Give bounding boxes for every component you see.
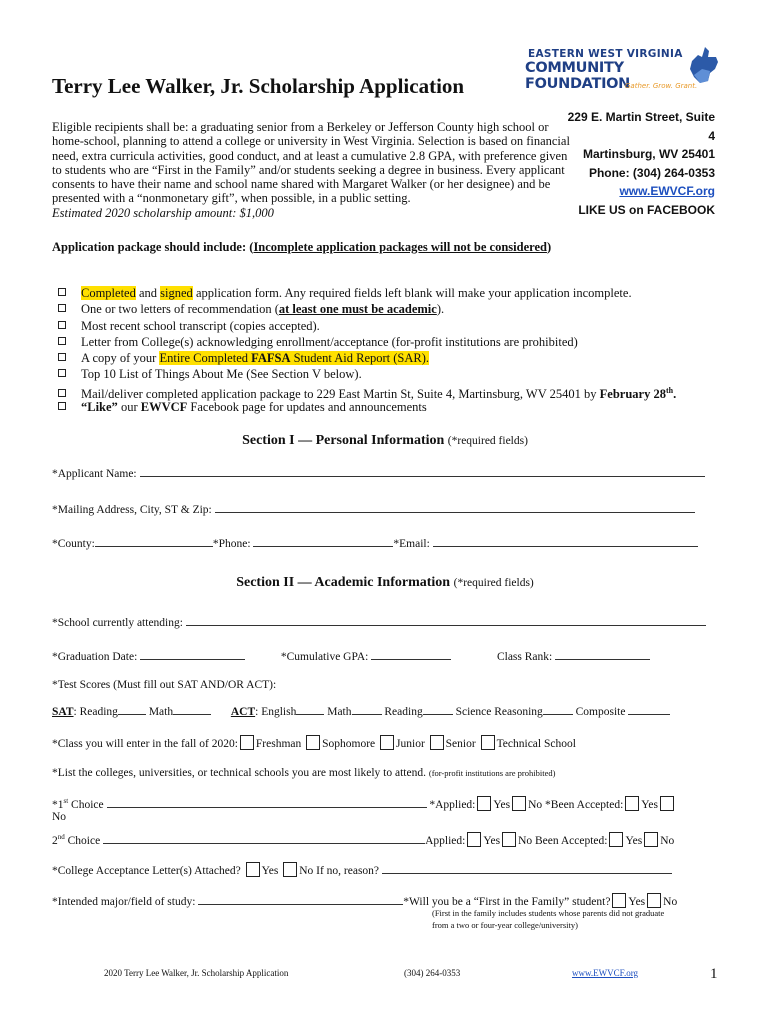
freshman-checkbox[interactable] — [240, 735, 254, 750]
second-choice-field[interactable] — [103, 833, 425, 844]
checkbox-bullet-icon — [58, 288, 66, 296]
first-applied-no-checkbox[interactable] — [512, 796, 526, 811]
address-row — [52, 502, 720, 516]
contact-website-link[interactable]: www.EWVCF.org — [619, 184, 715, 198]
second-applied-no-checkbox[interactable] — [502, 832, 516, 847]
checklist-item — [58, 318, 676, 334]
county-label: *County: — [52, 538, 95, 550]
second-accepted-label: Been Accepted: — [535, 835, 608, 847]
checkbox-bullet-icon — [58, 304, 66, 312]
item-emphasis: at least one must be academic — [278, 302, 437, 317]
item-text: our — [117, 400, 141, 415]
item-text: . — [673, 386, 677, 401]
highlight-fafsa — [159, 351, 429, 365]
act-composite-label: Composite — [575, 706, 626, 718]
logo-tagline: Gather. Grow. Grant. — [625, 82, 698, 90]
phone-field[interactable] — [253, 536, 393, 547]
email-label: *Email: — [393, 538, 430, 550]
first-choice-label: *1 — [52, 799, 64, 811]
no-label: No — [660, 835, 675, 847]
no-label: No — [518, 835, 533, 847]
contact-city: Martinsburg, WV 25401 — [582, 147, 715, 161]
senior-label: Senior — [445, 738, 476, 750]
checklist-item — [58, 350, 676, 366]
checkbox-bullet-icon — [58, 321, 66, 329]
first-applied-label: *Applied: — [429, 799, 476, 811]
item-text: Mail/deliver completed application package to 229 East Martin St, Suite 4, Martinsburg, WV 25401 by — [81, 386, 600, 401]
checkbox-bullet-icon — [58, 353, 66, 361]
item-text: One or two letters of recommendation ( — [81, 302, 279, 317]
act-english-field[interactable] — [296, 704, 324, 715]
sat-math-field[interactable] — [173, 704, 211, 715]
letters-yes-checkbox[interactable] — [246, 862, 260, 877]
address-label: *Mailing Address, City, ST & Zip: — [52, 504, 212, 516]
act-reading-field[interactable] — [423, 704, 453, 715]
yes-label: Yes — [628, 896, 646, 908]
sophomore-label: Sophomore — [322, 738, 376, 750]
county-phone-email-row — [52, 536, 720, 550]
yes-label: Yes — [483, 835, 501, 847]
sat-math-label: Math — [148, 706, 174, 718]
technical-school-label: Technical School — [496, 738, 576, 750]
junior-checkbox[interactable] — [380, 735, 394, 750]
act-math-field[interactable] — [352, 704, 382, 715]
second-choice-sup: nd — [57, 833, 65, 842]
checklist-item — [58, 301, 676, 317]
eligibility-paragraph: Eligible recipients shall be: a graduating senior from a Berkeley or Jefferson County high school or home-school, planning to attend a college or university in West Virginia. Selection is based on financial need, extra curricula activities, good conduct, and at least a cumulative 2.8 GPA, with preference given to students who are “First in the Family” and/or students seeking a degree in business. Every applicant consents to have their name and school name shared with Margaret Walker (or her designee) and be presented with a “nonmonetary gift”, when possible, in a public setting. — [52, 120, 570, 206]
item-text: Top 10 List of Things About Me (See Section V below). — [81, 367, 362, 382]
sophomore-checkbox[interactable] — [306, 735, 320, 750]
section2-required: (*required fields) — [453, 577, 534, 589]
phone-label: *Phone: — [212, 538, 251, 550]
act-science-field[interactable] — [543, 704, 573, 715]
class-fall-label: *Class you will enter in the fall of 2020: — [52, 738, 238, 750]
checklist-item — [58, 366, 676, 382]
package-checklist — [58, 285, 676, 415]
contact-phone: Phone: (304) 264-0353 — [588, 165, 715, 180]
major-row — [52, 893, 720, 908]
act-english-label: : English — [255, 706, 297, 718]
first-choice-no-wrap: No — [52, 811, 67, 823]
yes-label: Yes — [641, 799, 659, 811]
first-accepted-label: *Been Accepted: — [545, 799, 624, 811]
test-scores-label: *Test Scores (Must fill out SAT AND/OR ACT): — [52, 679, 277, 691]
item-text: A copy of your — [81, 351, 160, 366]
first-family-yes-checkbox[interactable] — [612, 893, 626, 908]
checklist-item — [58, 383, 676, 399]
item-deadline: February 28 — [599, 386, 666, 401]
test-scores-row — [52, 704, 720, 718]
item-text: Student Aid Report (SAR). — [290, 351, 430, 366]
checklist-item — [58, 334, 676, 350]
page-title: Terry Lee Walker, Jr. Scholarship Application — [52, 74, 465, 98]
footer-phone: (304) 264-0353 — [404, 968, 461, 978]
first-accepted-no-checkbox[interactable] — [660, 796, 674, 811]
section1-heading — [0, 433, 770, 449]
acceptance-letters-row — [52, 862, 720, 877]
act-composite-field[interactable] — [628, 704, 670, 715]
section1-title: Section I — Personal Information — [242, 433, 445, 448]
checkbox-bullet-icon — [58, 402, 66, 410]
class-rank-label: Class Rank: — [496, 651, 553, 663]
first-choice-row — [52, 796, 720, 811]
first-family-label: *Will you be a “First in the Family” student? — [403, 896, 611, 908]
first-family-note-line2: from a two or four-year college/university) — [432, 920, 578, 930]
act-math-label: Math — [327, 706, 352, 718]
first-choice-sup: st — [63, 797, 69, 806]
item-text: Facebook page for updates and announcements — [187, 400, 427, 415]
act-science-label: Science Reasoning — [455, 706, 543, 718]
technical-school-checkbox[interactable] — [481, 735, 495, 750]
major-field[interactable] — [198, 894, 403, 905]
freshman-label: Freshman — [255, 738, 302, 750]
yes-label: Yes — [261, 865, 279, 877]
page-number: 1 — [710, 966, 718, 982]
second-choice-label: 2 — [52, 835, 58, 847]
no-label: No — [299, 865, 314, 877]
checklist-item — [58, 285, 676, 301]
checkbox-bullet-icon — [58, 389, 66, 397]
contact-facebook: LIKE US on FACEBOOK — [578, 202, 715, 217]
junior-label: Junior — [396, 738, 425, 750]
second-accepted-no-checkbox[interactable] — [644, 832, 658, 847]
footer-website-link[interactable]: www.EWVCF.org — [572, 968, 639, 978]
grad-date-field[interactable] — [140, 649, 245, 660]
first-family-note-line1: (First in the family includes students whose parents did not graduate — [432, 908, 665, 918]
applicant-name-label: *Applicant Name: — [52, 468, 137, 480]
item-text: application form. Any required fields left blank will make your application incomplete. — [192, 286, 632, 300]
class-rank-field[interactable] — [555, 649, 650, 660]
item-emphasis: EWVCF — [140, 400, 188, 415]
grad-date-label: *Graduation Date: — [52, 651, 138, 663]
section2-heading — [0, 575, 770, 591]
sat-label: SAT — [52, 706, 74, 718]
checkbox-bullet-icon — [58, 369, 66, 377]
gpa-field[interactable] — [371, 649, 451, 660]
item-sup: th — [665, 385, 674, 395]
gpa-label: *Cumulative GPA: — [280, 651, 369, 663]
act-reading-label: Reading — [384, 706, 423, 718]
first-family-note — [432, 907, 664, 931]
if-no-label: If no, reason? — [316, 865, 380, 877]
email-field[interactable] — [433, 536, 698, 547]
first-family-no-checkbox[interactable] — [647, 893, 661, 908]
school-label: *School currently attending: — [52, 617, 183, 629]
logo-line2: COMMUNITY FOUNDATION — [525, 60, 631, 92]
no-label: No — [528, 799, 543, 811]
yes-label: Yes — [625, 835, 643, 847]
footer-doc-title: 2020 Terry Lee Walker, Jr. Scholarship Application — [104, 968, 289, 978]
package-heading-close: ) — [546, 240, 552, 254]
checkbox-bullet-icon — [58, 337, 66, 345]
act-label: ACT — [230, 706, 256, 718]
address-field[interactable] — [215, 502, 695, 513]
highlight-signed: signed — [160, 286, 193, 300]
contact-street: 229 E. Martin Street, Suite 4 — [567, 110, 715, 143]
item-text: and — [135, 286, 161, 300]
first-applied-yes-checkbox[interactable] — [477, 796, 491, 811]
no-label: No — [663, 896, 678, 908]
first-accepted-yes-checkbox[interactable] — [625, 796, 639, 811]
class-fall-row — [52, 735, 720, 750]
major-label: *Intended major/field of study: — [52, 896, 196, 908]
logo-line1: EASTERN WEST VIRGINIA — [528, 48, 683, 60]
school-row — [52, 615, 720, 629]
if-no-reason-field[interactable] — [382, 863, 672, 874]
item-text: Letter from College(s) acknowledging enrollment/acceptance (for-profit institutions are prohibited) — [81, 334, 578, 349]
item-text: ). — [436, 302, 445, 317]
second-choice-row — [52, 832, 720, 847]
county-field[interactable] — [95, 536, 213, 547]
item-emphasis: “Like” — [81, 400, 118, 415]
checklist-item — [58, 399, 676, 415]
section1-required: (*required fields) — [447, 435, 528, 447]
item-text: Most recent school transcript (copies accepted). — [81, 318, 320, 333]
list-colleges-label: *List the colleges, universities, or technical schools you are most likely to attend. — [52, 767, 426, 779]
first-choice-field[interactable] — [107, 797, 427, 808]
section2-title: Section II — Academic Information — [236, 575, 451, 590]
acceptance-letters-label: *College Acceptance Letter(s) Attached? — [52, 865, 241, 877]
eligibility-text — [52, 120, 572, 220]
sat-reading-field[interactable] — [118, 704, 146, 715]
letters-no-checkbox[interactable] — [283, 862, 297, 877]
senior-checkbox[interactable] — [430, 735, 444, 750]
ewvcf-logo — [520, 45, 720, 95]
contact-block — [565, 108, 715, 219]
applicant-name-field[interactable] — [140, 466, 705, 477]
yes-label: Yes — [493, 799, 511, 811]
school-field[interactable] — [186, 615, 706, 626]
second-applied-label: Applied: — [425, 835, 466, 847]
sat-reading-label: : Reading — [73, 706, 118, 718]
item-emphasis: FAFSA — [251, 351, 291, 366]
package-heading-text: Application package should include: ( — [52, 240, 254, 254]
first-choice-label-b: Choice — [68, 799, 104, 811]
scholarship-estimate: Estimated 2020 scholarship amount: $1,000 — [52, 205, 274, 220]
list-colleges-row — [52, 767, 720, 779]
second-choice-label-b: Choice — [64, 835, 101, 847]
highlight-completed: Completed — [81, 286, 136, 300]
package-heading-warning: Incomplete application packages will not be considered — [253, 240, 547, 254]
applicant-name-row — [52, 466, 720, 480]
second-applied-yes-checkbox[interactable] — [467, 832, 481, 847]
list-colleges-note: (for-profit institutions are prohibited) — [428, 768, 556, 778]
west-virginia-map-icon — [688, 45, 720, 85]
second-accepted-yes-checkbox[interactable] — [609, 832, 623, 847]
package-heading — [52, 240, 551, 255]
item-text: Entire Completed — [159, 351, 252, 366]
grad-gpa-rank-row — [52, 649, 720, 663]
